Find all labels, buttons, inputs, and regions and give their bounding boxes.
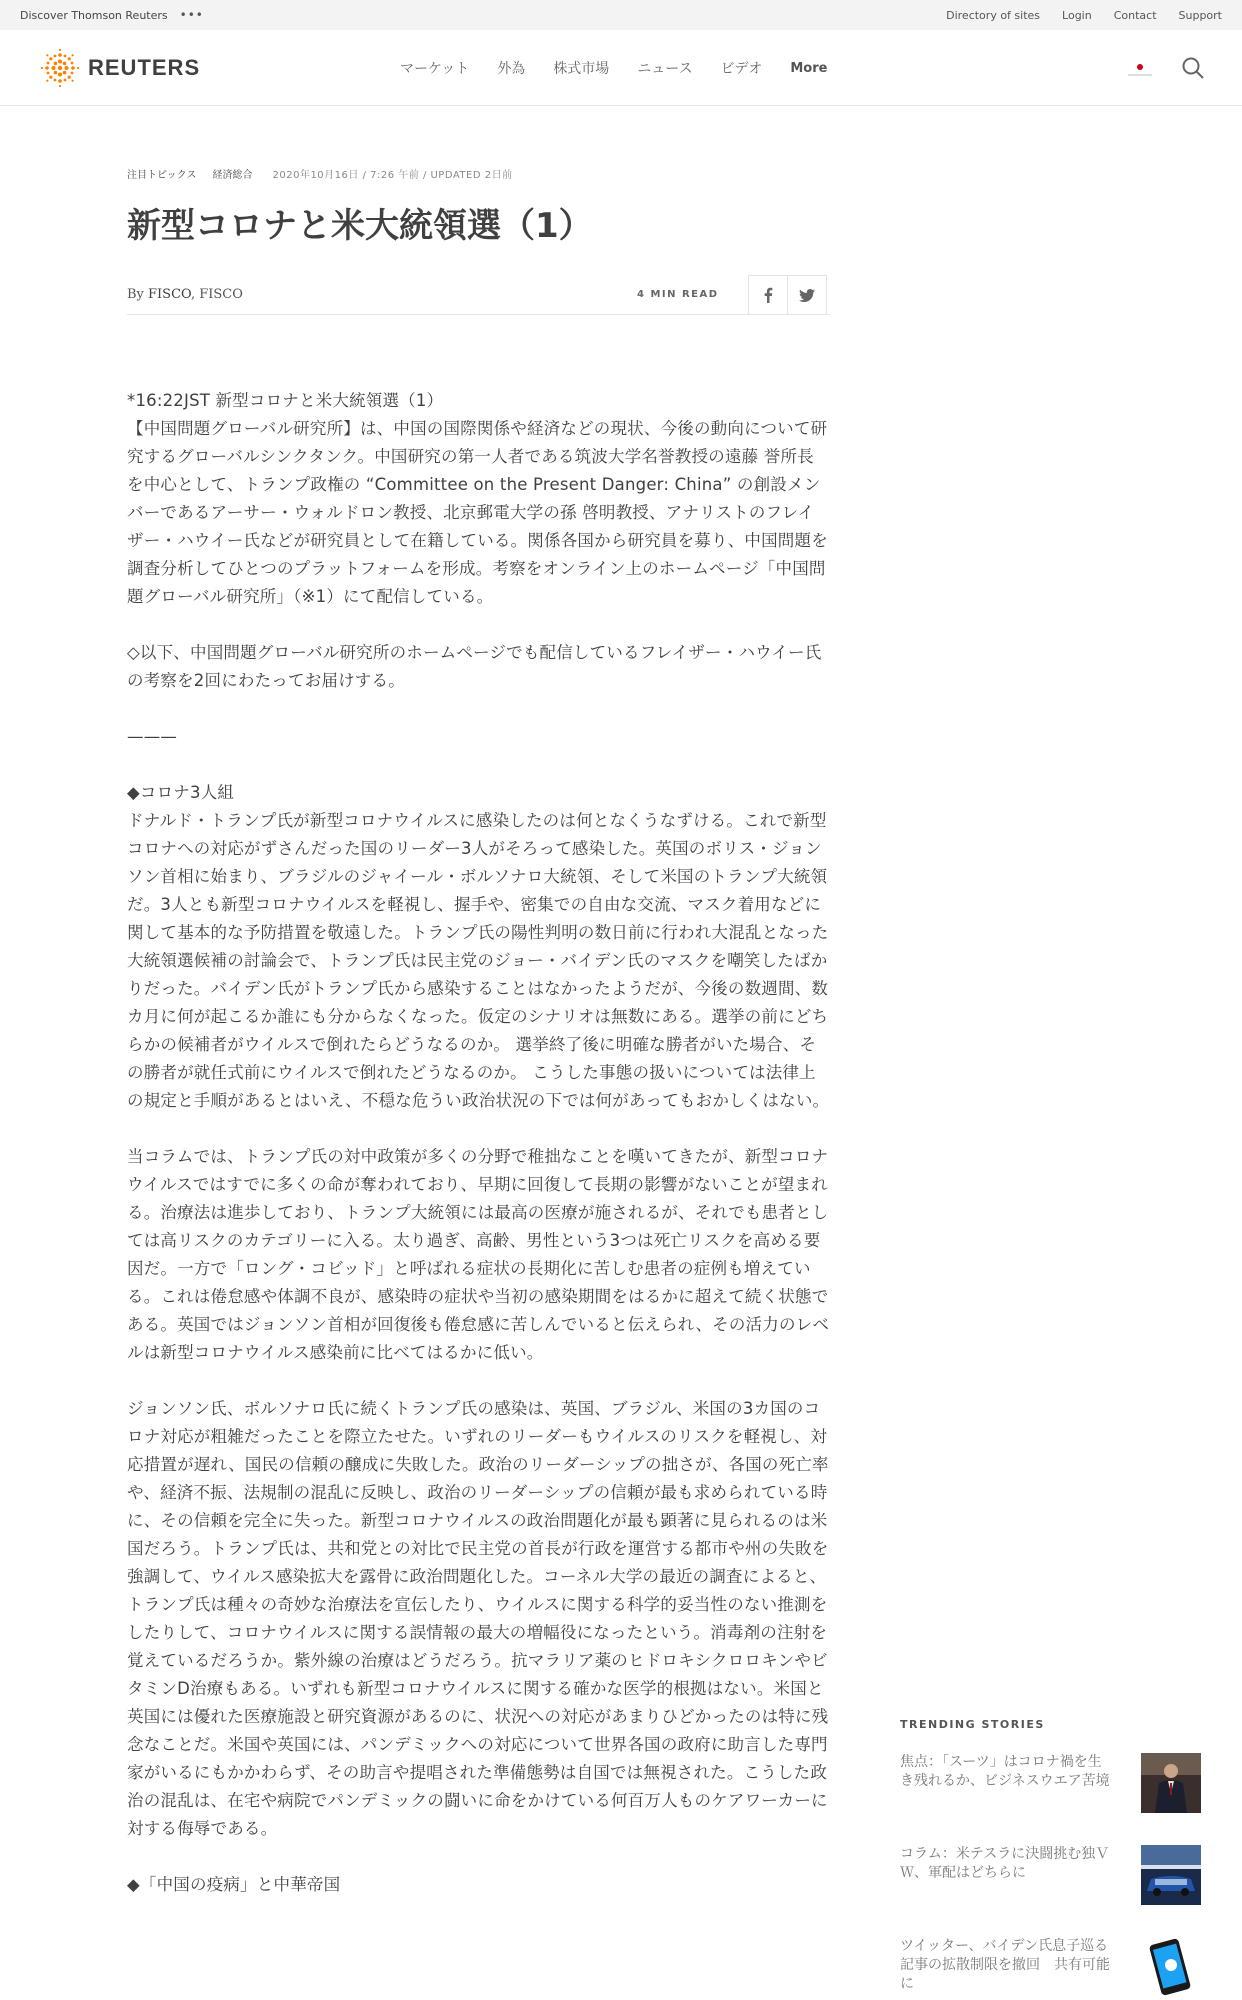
trending-stories <box>900 1718 1200 2000</box>
body-paragraph: ——— <box>127 727 178 746</box>
topic-link-featured[interactable]: 注目トピックス <box>127 170 197 181</box>
author-name-2: FISCO <box>199 287 243 302</box>
byline-row <box>127 275 830 315</box>
utility-links <box>924 0 1222 30</box>
twitter-share-button[interactable] <box>787 275 827 315</box>
read-time: 4 MIN READ <box>637 289 719 300</box>
trending-thumbnail[interactable] <box>1141 1753 1201 1813</box>
utility-bar <box>0 0 1242 30</box>
body-paragraph: ◆コロナ3人組 ドナルド・トランプ氏が新型コロナウイルスに感染したのは何となくうなずける。これで新型コロナへの対応がずさんだった国のリーダー3人がそろって感染した。英国のボリス・ジョンソン首相に始まり、ブラジルのジャイール・ボルソナロ大統領、そして米国のトランプ大統領だ。3人とも新型コロナウイルスを軽視し、握手や、密集での自由な交流、マスク着用などに関して基本的な予防措置を敬遠した。トランプ氏の陽性判明の数日前に行われ大混乱となった大統領選候補の討論会で、トランプ氏は民主党のジョー・バイデン氏のマスクを嘲笑したばかりだった。バイデン氏がトランプ氏から感染することはなかったようだが、今後の数週間、数カ月に何が起こるか誰にも分からなくなった。仮定のシナリオは無数にある。選挙の前にどちらかの候補者がウイルスで倒れたらどうなるのか。 選挙終了後に明確な勝者がいた場合、その勝者が就任式前にウイルスで倒れたどうなるのか。 こうした事態の扱いについては法律上の規定と手順があるとはいえ、不穏な危うい政治状況の下では何があってもおかしくはない。 <box>127 783 830 1110</box>
trending-item[interactable] <box>900 1845 1200 1915</box>
facebook-share-button[interactable] <box>748 275 788 315</box>
trending-thumbnail[interactable] <box>1141 1845 1201 1905</box>
body-paragraph: ◆「中国の疫病」と中華帝国 <box>127 1875 341 1894</box>
reuters-logo-icon <box>40 48 80 88</box>
article-date: 2020年10月16日 / 7:26 午前 / UPDATED 2日前 <box>272 170 513 181</box>
logo-text: REUTERS <box>88 55 201 80</box>
headline: 新型コロナと米大統領選（1） <box>127 206 593 246</box>
trending-item[interactable] <box>900 1753 1200 1823</box>
twitter-icon <box>799 289 815 302</box>
search-icon[interactable] <box>1180 55 1206 81</box>
nav-video[interactable]: ビデオ <box>720 61 763 77</box>
article <box>127 106 830 1927</box>
login-link[interactable]: Login <box>1062 8 1092 22</box>
body-paragraph: ◇以下、中国問題グローバル研究所のホームページでも配信しているフレイザー・ハウイー氏の考察を2回にわたってお届けする。 <box>127 643 822 690</box>
article-body <box>127 387 830 1899</box>
author-link[interactable]: FISCO <box>148 287 191 302</box>
site-header <box>0 30 1242 106</box>
byline <box>127 287 243 302</box>
topic-link-economy[interactable]: 経済総合 <box>212 170 253 181</box>
contact-link[interactable]: Contact <box>1113 8 1157 22</box>
facebook-icon <box>763 287 773 303</box>
trending-item-title[interactable]: ツイッター、バイデン氏息子巡る記事の拡散制限を撤回 共有可能に <box>900 1938 1110 1992</box>
trending-item[interactable] <box>900 1937 1200 2000</box>
utility-left <box>20 0 204 30</box>
nav-forex[interactable]: 外為 <box>497 61 526 77</box>
nav-markets[interactable]: マーケット <box>400 61 470 77</box>
japan-flag-icon[interactable] <box>1128 60 1152 76</box>
trending-item-title[interactable]: 焦点：「スーツ」はコロナ禍を生き残れるか、ビジネスウエア苦境 <box>900 1754 1110 1789</box>
nav-stocks[interactable]: 株式市場 <box>553 61 610 77</box>
discover-link[interactable]: Discover Thomson Reuters <box>20 8 168 22</box>
directory-link[interactable]: Directory of sites <box>946 8 1041 22</box>
trending-title: TRENDING STORIES <box>900 1718 1045 1731</box>
trending-item-title[interactable]: コラム：米テスラに決闘挑む独ＶＷ、軍配はどちらに <box>900 1846 1110 1881</box>
byline-sep: , <box>190 287 200 302</box>
trending-thumbnail[interactable] <box>1141 1937 1201 1997</box>
body-paragraph: 当コラムでは、トランプ氏の対中政策が多くの分野で稚拙なことを嘆いてきたが、新型コロナウイルスではすでに多くの命が奪われており、早期に回復して長期の影響がないことが望まれる。治療法は進歩しており、トランプ大統領には最高の医療が施されるが、それでも患者としては高リスクのカテゴリーに入る。太り過ぎ、高齢、男性という3つは死亡リスクを高める要因だ。一方で「ロング・コビッド」と呼ばれる症状の長期化に苦しむ患者の症例も増えている。これは倦怠感や体調不良が、感染時の症状や当初の感染期間をはるかに超えて続く状態である。英国ではジョンソン首相が回復後も倦怠感に苦しんでいると伝えられ、その活力のレベルは新型コロナウイルス感染前に比べてはるかに低い。 <box>127 1147 830 1362</box>
article-meta <box>127 166 830 181</box>
more-dots-icon[interactable]: ••• <box>179 8 204 22</box>
body-paragraph: ジョンソン氏、ボルソナロ氏に続くトランプ氏の感染は、英国、ブラジル、米国の3カ国のコロナ対応が粗雑だったことを際立たせた。いずれのリーダーもウイルスのリスクを軽視し、対応措置が遅れ、国民の信頼の醸成に失敗した。政治のリーダーシップの拙さが、各国の死亡率や、経済不振、法規制の混乱に反映し、政治のリーダーシップの信頼が最も求められている時に、その信頼を完全に失った。新型コロナウイルスの政治問題化が最も顕著に見られるのは米国だろう。トランプ氏は、共和党との対比で民主党の首長が行政を運営する都市や州の失敗を強調して、ウイルス感染拡大を露骨に政治問題化した。コーネル大学の最近の調査によると、トランプ氏は種々の奇妙な治療法を宣伝したり、ウイルスに関する科学的妥当性のない推測をしたりして、コロナウイルスに関する誤情報の最大の増幅役になったという。消毒剤の注射を覚えているだろうか。紫外線の治療はどうだろう。抗マラリア薬のヒドロキシクロロキンやビタミンD治療もある。いずれも新型コロナウイルスに関する確かな医学的根拠はない。米国と英国には優れた医療施設と研究資源があるのに、状況への対応があまりひどかったのは特に残念なことだ。米国や英国には、パンデミックへの対応について世界各国の政府に助言した専門家がいるにもかかわらず、その助言や提唱された準備態勢は自国では無視された。こうした政治の混乱は、在宅や病院でパンデミックの闘いに命をかけている何百万人ものケアワーカーに対する侮辱である。 <box>127 1399 829 1838</box>
nav-more[interactable]: More <box>790 60 828 76</box>
support-link[interactable]: Support <box>1178 8 1222 22</box>
nav-news[interactable]: ニュース <box>637 61 693 77</box>
body-paragraph: *16:22JST 新型コロナと米大統領選（1） 【中国問題グローバル研究所】は、中国の国際関係や経済などの現状、今後の動向について研究するグローバルシンクタンク。中国研究の第一人者である筑波大学名誉教授の遠藤 誉所長を中心として、トランプ政権の “Committee on the Present Danger: China” の創設メンバーであるアーサー・ウォルドロン教授、北京郵電大学の孫 啓明教授、アナリストのフレイザー・ハウイー氏などが研究員として在籍している。関係各国から研究員を募り、中国問題を調査分析してひとつのプラットフォームを形成。考察をオンライン上のホームページ「中国問題グローバル研究所」（※1）にて配信している。 <box>127 391 828 606</box>
main-nav <box>400 30 855 106</box>
reuters-logo[interactable] <box>40 48 200 88</box>
byline-prefix: By <box>127 287 149 302</box>
